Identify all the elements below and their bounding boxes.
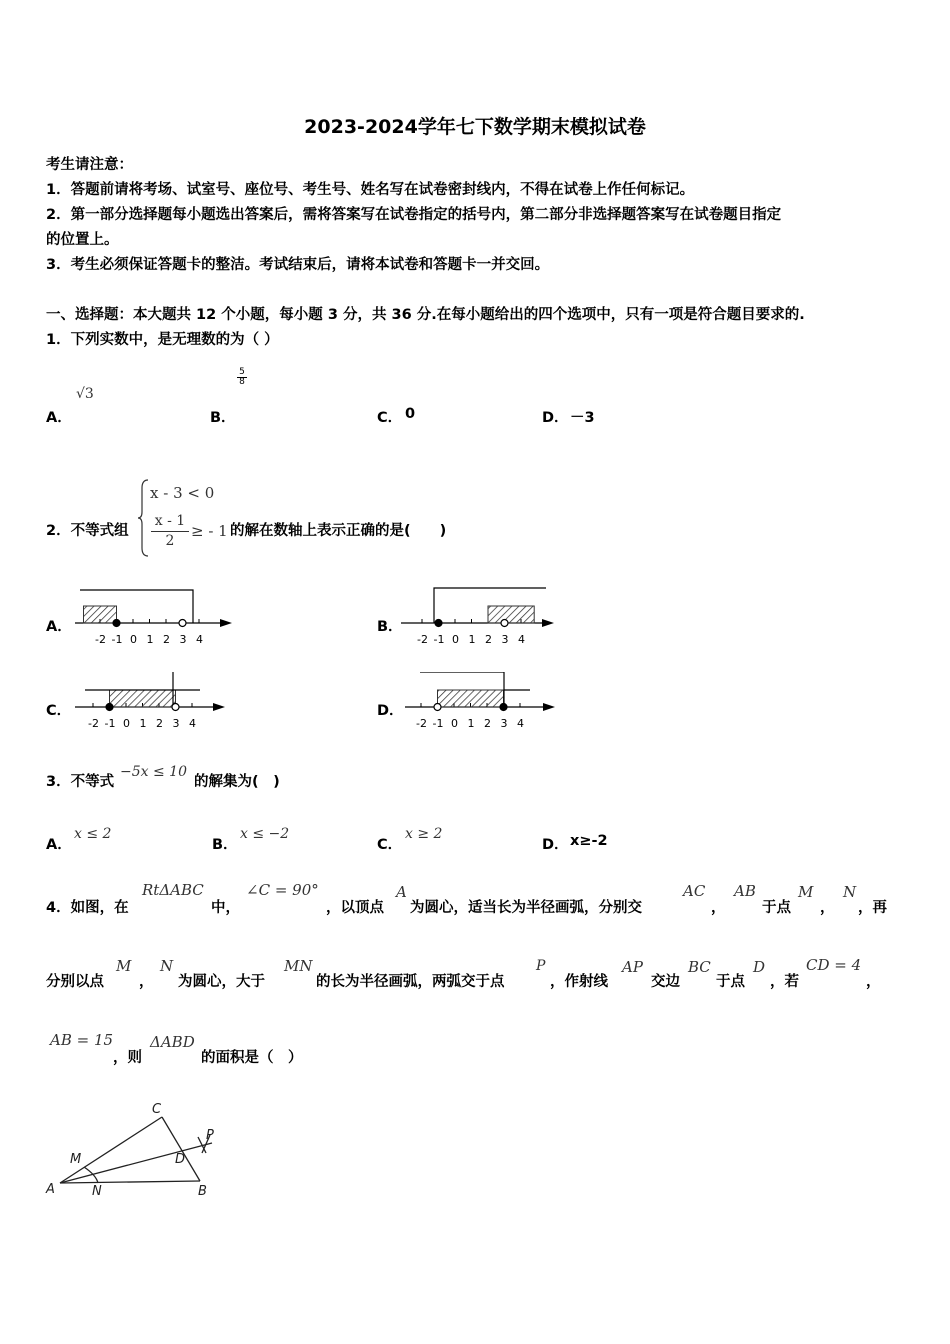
q2-c-label: C． xyxy=(46,703,72,719)
q3-b-label: B． xyxy=(212,837,238,853)
tick-label: 2 xyxy=(163,633,170,646)
tick-label: 0 xyxy=(452,633,459,646)
q4-math: MN xyxy=(284,957,313,975)
tick-label: -1 xyxy=(104,717,116,730)
tick-label: 4 xyxy=(196,633,203,646)
q4-text: ， xyxy=(139,974,154,990)
label-N: N xyxy=(92,1184,102,1199)
q3-a-label: A． xyxy=(46,837,72,853)
q2-line2-rest: ≥ - 1 xyxy=(191,522,228,540)
q2-brace xyxy=(138,478,150,558)
q3-c-math: x ≥ 2 xyxy=(405,826,443,842)
tick-label: 0 xyxy=(123,717,130,730)
q4-math: A xyxy=(396,883,407,901)
tick-label: 0 xyxy=(451,717,458,730)
tick-label: -2 xyxy=(416,717,427,730)
side-CB xyxy=(162,1117,200,1181)
q4-text: 的长为半径画弧，两弧交于点 xyxy=(316,974,505,990)
q4-text: 为圆心，大于 xyxy=(178,974,265,990)
q2-b-label: B． xyxy=(377,619,403,635)
q1-c-text: 0 xyxy=(405,406,416,422)
tick-label: 4 xyxy=(518,633,525,646)
notice-item-2: 2．第一部分选择题每小题选出答案后，需将答案写在试卷指定的括号内，第二部分非选择题答案写在试卷题目指定 xyxy=(46,207,782,223)
tick-label: 4 xyxy=(189,717,196,730)
q3-prefix: 3．不等式 xyxy=(46,774,115,790)
tick-label: 2 xyxy=(156,717,163,730)
notice-item-3: 3．考生必须保证答题卡的整洁。考试结束后，请将本试卷和答题卡一并交回。 xyxy=(46,257,550,273)
q4-text: ，以顶点 xyxy=(326,900,384,916)
q3-c-label: C． xyxy=(377,837,403,853)
q4-math: M xyxy=(116,957,132,975)
tick-label: -1 xyxy=(433,633,445,646)
q4-text: 交边 xyxy=(651,974,680,990)
tick-label: 2 xyxy=(484,717,491,730)
q2-line1: x - 3 < 0 xyxy=(150,484,215,502)
section-heading: 一、选择题：本大题共 12 个小题，每小题 3 分，共 36 分.在每小题给出的四个选项中，只有一项是符合题目要求的. xyxy=(46,307,805,323)
q4-text: ，若 xyxy=(770,974,799,990)
q2-d-numberline xyxy=(400,672,580,742)
tick-label: -2 xyxy=(417,633,428,646)
q2-prefix: 2．不等式组 xyxy=(46,523,129,539)
q4-math: AP xyxy=(622,958,643,976)
q4-math: AB = 15 xyxy=(50,1031,114,1049)
tick-label: -1 xyxy=(111,633,123,646)
q4-math: M xyxy=(798,883,814,901)
label-M: M xyxy=(70,1152,82,1167)
q1-c-label: C． xyxy=(377,410,403,426)
q2-d-label: D． xyxy=(377,703,404,719)
label-D: D xyxy=(175,1152,186,1167)
side-AB xyxy=(60,1181,200,1183)
label-P: P xyxy=(206,1128,214,1143)
page-title: 2023-2024学年七下数学期末模拟试卷 xyxy=(304,116,646,138)
q1-a-label: A． xyxy=(46,410,72,426)
tick-label: 1 xyxy=(467,717,475,730)
q4-text: 于点 xyxy=(762,900,791,916)
q4-math: P xyxy=(536,958,546,974)
tick-label: 3 xyxy=(500,717,508,730)
q4-math: CD = 4 xyxy=(806,956,862,974)
q4-text: 于点 xyxy=(716,974,745,990)
tick-label: -2 xyxy=(88,717,99,730)
q3-d-text: x≥-2 xyxy=(570,833,608,849)
tick-label: 1 xyxy=(468,633,476,646)
q4-math: BC xyxy=(688,958,711,976)
tick-label: 3 xyxy=(501,633,509,646)
q4-math: AC xyxy=(683,882,706,900)
q3-inequality: −5x ≤ 10 xyxy=(120,764,187,780)
q4-triangle-figure xyxy=(40,1095,240,1205)
tick-label: 1 xyxy=(139,717,147,730)
q4-text: ， xyxy=(711,900,726,916)
q3-b-math: x ≤ −2 xyxy=(240,826,290,842)
q4-text: ， xyxy=(866,974,881,990)
q2-a-numberline xyxy=(70,580,250,655)
q4-text: ，作射线 xyxy=(550,974,608,990)
q4-math: ∠C = 90° xyxy=(246,881,319,899)
q4-math: N xyxy=(160,957,174,975)
tick-label: 4 xyxy=(517,717,524,730)
q2-fraction: x - 1 2 xyxy=(151,512,189,551)
q3-a-math: x ≤ 2 xyxy=(74,826,112,842)
q4-math: AB xyxy=(734,882,756,900)
q4-text: ， xyxy=(820,900,835,916)
q2-a-label: A． xyxy=(46,619,72,635)
q4-text: ，则 xyxy=(113,1050,142,1066)
q4-math: D xyxy=(753,958,766,976)
q4-math: ΔABD xyxy=(150,1033,195,1051)
q4-text: ，再 xyxy=(858,900,887,916)
tick-label: -1 xyxy=(432,717,444,730)
tick-label: -2 xyxy=(95,633,106,646)
label-B: B xyxy=(198,1184,207,1199)
q4-text: 为圆心，适当长为半径画弧，分别交 xyxy=(410,900,642,916)
q1-stem: 1．下列实数中，是无理数的为（ ） xyxy=(46,332,279,348)
q4-text: 中， xyxy=(211,900,240,916)
side-AC xyxy=(60,1117,162,1183)
q1-d-text: －3 xyxy=(570,410,595,426)
tick-label: 3 xyxy=(172,717,180,730)
q4-math: N xyxy=(843,883,857,901)
q4-math: RtΔABC xyxy=(142,881,204,899)
q1-b-label: B． xyxy=(210,410,236,426)
q2-suffix: 的解在数轴上表示正确的是( ) xyxy=(230,523,447,539)
tick-label: 0 xyxy=(130,633,137,646)
notice-item-2-cont: 的位置上。 xyxy=(46,232,119,248)
q2-c-numberline xyxy=(70,672,250,742)
q4-text: 分别以点 xyxy=(46,974,104,990)
q2-b-numberline xyxy=(396,580,576,655)
q4-text: 4．如图，在 xyxy=(46,900,129,916)
notice-heading: 考生请注意： xyxy=(46,157,133,173)
label-C: C xyxy=(152,1102,162,1117)
tick-label: 1 xyxy=(146,633,154,646)
q3-d-label: D． xyxy=(542,837,569,853)
q1-b-fraction: 5 8 xyxy=(237,368,247,387)
q1-d-label: D． xyxy=(542,410,569,426)
q4-text: 的面积是（ ） xyxy=(201,1050,303,1066)
tick-label: 3 xyxy=(179,633,187,646)
tick-label: 2 xyxy=(485,633,492,646)
q1-a-math: √3 xyxy=(76,386,94,402)
label-A: A xyxy=(46,1182,55,1197)
notice-item-1: 1．答题前请将考场、试室号、座位号、考生号、姓名写在试卷密封线内，不得在试卷上作任何标记。 xyxy=(46,182,695,198)
q3-suffix: 的解集为( ) xyxy=(194,774,280,790)
